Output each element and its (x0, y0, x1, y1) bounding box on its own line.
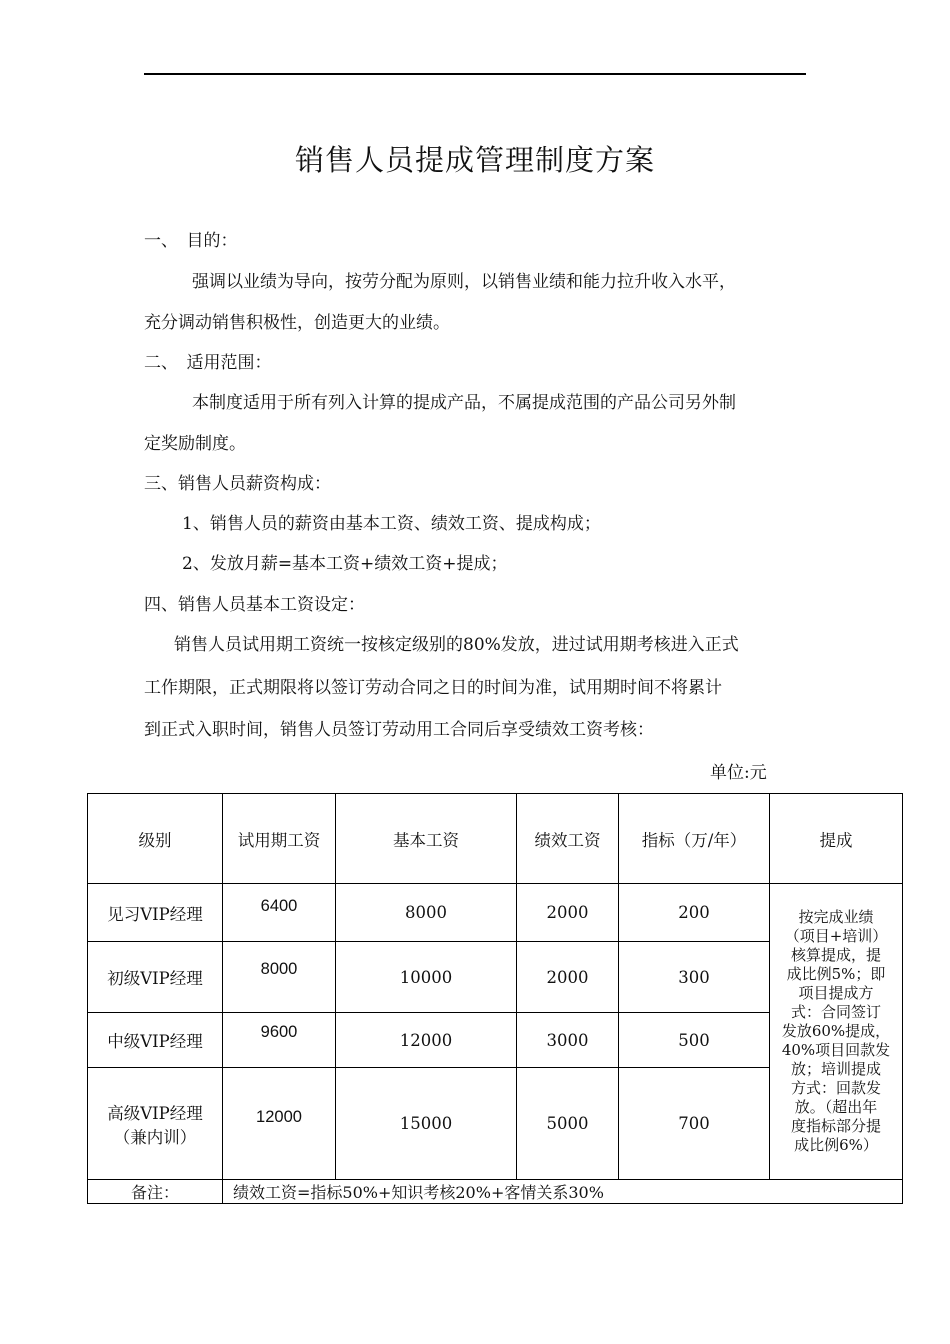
commission-line: 项目提成方 (798, 984, 874, 1002)
commission-line: 核算提成，提 (790, 946, 881, 964)
cell-probation: 6400 (223, 884, 336, 942)
header-rule (144, 73, 806, 75)
section-2-heading: 二、 适用范围： (144, 353, 272, 373)
commission-line: 放；培训提成 (790, 1060, 881, 1078)
table-row (88, 884, 903, 942)
section-3-item-2: 2、发放月薪=基本工资+绩效工资+提成； (182, 554, 508, 574)
cell-base: 12000 (336, 1013, 517, 1068)
section-4-body-line-3: 到正式入职时间，销售人员签订劳动用工合同后享受绩效工资考核： (144, 720, 654, 740)
commission-line: （项目+培训） (784, 927, 888, 945)
cell-probation: 12000 (223, 1068, 336, 1180)
commission-line: 式：合同签订 (790, 1003, 881, 1021)
note-text: 绩效工资=指标50%+知识考核20%+客情关系30% (223, 1180, 903, 1204)
header-level: 级别 (88, 794, 223, 884)
cell-target: 500 (619, 1013, 770, 1068)
cell-base: 8000 (336, 884, 517, 942)
commission-line: 放。（超出年 (794, 1098, 878, 1116)
header-base-salary: 基本工资 (336, 794, 517, 884)
cell-target: 200 (619, 884, 770, 942)
commission-line: 40%项目回款发 (781, 1041, 891, 1059)
cell-level (88, 1068, 223, 1180)
document-title: 销售人员提成管理制度方案 (294, 143, 655, 177)
table-header-row (88, 794, 903, 884)
cell-performance: 2000 (517, 942, 619, 1013)
section-3-heading: 三、销售人员薪资构成： (144, 474, 331, 494)
cell-probation: 9600 (223, 1013, 336, 1068)
section-4-body-line-2: 工作期限，正式期限将以签订劳动合同之日的时间为准，试用期时间不将累计 (144, 678, 722, 698)
commission-line: 成比例5%；即 (786, 965, 886, 983)
commission-line: 按完成业绩 (798, 908, 874, 926)
cell-performance: 3000 (517, 1013, 619, 1068)
cell-base: 15000 (336, 1068, 517, 1180)
section-2-body-line-1: 本制度适用于所有列入计算的提成产品，不属提成范围的产品公司另外制 (192, 393, 736, 413)
cell-performance: 2000 (517, 884, 619, 942)
cell-target: 300 (619, 942, 770, 1013)
note-label: 备注： (88, 1180, 223, 1204)
cell-level: 初级VIP经理 (88, 942, 223, 1013)
commission-line: 成比例6%） (794, 1136, 878, 1154)
commission-line: 方式：回款发 (790, 1079, 881, 1097)
commission-description (770, 884, 903, 1180)
section-4-body-line-1: 销售人员试用期工资统一按核定级别的80%发放，进过试用期考核进入正式 (174, 635, 739, 655)
section-2-body-line-2: 定奖励制度。 (144, 434, 246, 454)
cell-performance: 5000 (517, 1068, 619, 1180)
unit-label: 单位:元 (710, 763, 767, 783)
header-probation-salary: 试用期工资 (223, 794, 336, 884)
section-4-heading: 四、销售人员基本工资设定： (144, 595, 365, 615)
section-1-body-line-2: 充分调动销售积极性，创造更大的业绩。 (144, 313, 450, 333)
cell-level: 见习VIP经理 (88, 884, 223, 942)
section-1-body-line-1: 强调以业绩为导向，按劳分配为原则，以销售业绩和能力拉升收入水平， (192, 272, 736, 292)
commission-line: 度指标部分提 (790, 1117, 881, 1135)
cell-level: 中级VIP经理 (88, 1013, 223, 1068)
cell-level-sub: （兼内训） (113, 1127, 197, 1147)
note-row (88, 1180, 903, 1204)
section-1-heading: 一、 目的： (144, 231, 238, 251)
cell-target: 700 (619, 1068, 770, 1180)
cell-level-main: 高级VIP经理 (107, 1103, 203, 1123)
commission-line: 发放60%提成， (781, 1022, 891, 1040)
header-target: 指标（万/年） (619, 794, 770, 884)
cell-probation: 8000 (223, 942, 336, 1013)
section-3-item-1: 1、销售人员的薪资由基本工资、绩效工资、提成构成； (182, 514, 601, 534)
header-commission: 提成 (770, 794, 903, 884)
cell-base: 10000 (336, 942, 517, 1013)
salary-table (87, 793, 903, 1204)
header-performance-salary: 绩效工资 (517, 794, 619, 884)
